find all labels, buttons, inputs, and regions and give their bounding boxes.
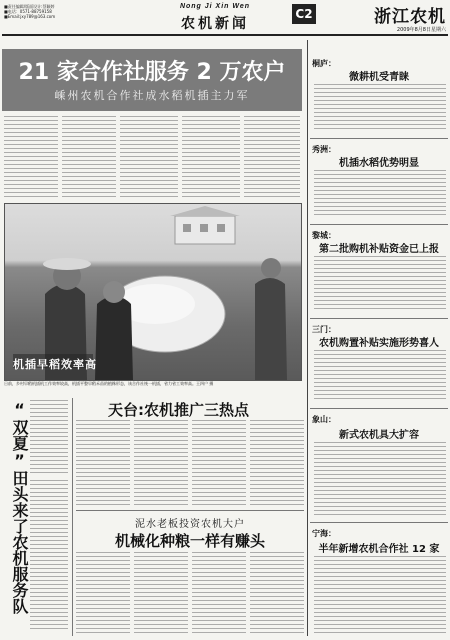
sidebar-brief-5 — [310, 414, 448, 518]
brief-6-place: 宁海： — [312, 529, 336, 538]
brief-1-divider — [310, 138, 448, 139]
main-story-headline: 天台:农机推广三热点 — [108, 401, 249, 419]
left-story-text-bottom — [30, 480, 68, 632]
brief-4-divider — [310, 408, 448, 409]
lead-headline: 21 家合作社服务 2 万农户 — [18, 60, 286, 85]
brief-5-divider — [310, 522, 448, 523]
main-story-2-text-col-2 — [134, 552, 188, 634]
brief-5-place: 象山： — [312, 415, 336, 424]
main-story-text-col-4 — [250, 420, 304, 506]
brief-3-title: 第二批购机补贴资金已上报 — [319, 244, 439, 255]
sidebar-brief-3 — [310, 230, 448, 314]
main-story-text-col-1 — [76, 420, 130, 506]
paper-name-logo: 浙江农机 — [374, 7, 446, 27]
masthead-column-title: 农机新闻 — [181, 16, 249, 32]
sidebar-brief-2 — [310, 144, 448, 220]
brief-4-text — [314, 350, 446, 402]
brief-5-title: 新式农机具大扩容 — [339, 430, 419, 441]
brief-1-place: 桐庐： — [312, 59, 336, 68]
brief-2-divider — [310, 224, 448, 225]
sidebar-divider — [307, 40, 308, 636]
page-code-badge: C2 — [292, 4, 316, 24]
left-story-headline: “双夏”田头来了农机服务队 — [10, 400, 29, 614]
lead-photo — [4, 203, 302, 381]
left-column-divider — [72, 398, 73, 636]
masthead-pinyin: Nong Ji Xin Wen — [179, 3, 251, 10]
main-story-divider — [76, 510, 304, 511]
sidebar-brief-1 — [310, 58, 448, 134]
lead-banner — [2, 49, 302, 111]
sidebar-brief-4 — [310, 324, 448, 404]
lead-photo-caption: 日前，乡村早稻机插机工作效率较高，机插平整早稻禾苗的植株形态，该合作社统一机插，省力省工效率高。王四户 摄 — [4, 381, 214, 386]
lead-photo-scene — [5, 204, 301, 380]
issue-date: 2009年8月8日星期六 — [396, 27, 446, 33]
sidebar-brief-6 — [310, 528, 448, 636]
brief-3-place: 黎城： — [312, 231, 336, 240]
lead-text-col-1 — [4, 116, 58, 198]
main-story-2-text-col-3 — [192, 552, 246, 634]
masthead — [0, 0, 450, 36]
brief-2-title: 机插水稻优势明显 — [339, 158, 419, 169]
lead-photo-caption-label: 机插早稻效率高 — [13, 358, 97, 371]
lead-subheadline: 嵊州农机合作社成水稻机插主力军 — [54, 89, 250, 102]
brief-2-place: 秀洲： — [312, 145, 336, 154]
lead-text-col-3 — [120, 116, 178, 198]
contact-editor: ■责任编辑/版面设计:蔡颖婷 — [4, 4, 55, 9]
main-story-text-col-2 — [134, 420, 188, 506]
lead-text-col-4 — [182, 116, 240, 198]
main-story-subhead: 泥水老板投资农机大户 — [135, 519, 245, 530]
brief-3-divider — [310, 318, 448, 319]
masthead-contact — [4, 4, 114, 19]
lead-text-col-2 — [62, 116, 116, 198]
lead-text-col-5 — [244, 116, 300, 198]
main-story-2-text-col-1 — [76, 552, 130, 634]
contact-email: ■Email:jxy789@163.com — [4, 14, 56, 19]
main-story-2-text-col-4 — [250, 552, 304, 634]
brief-4-place: 三门： — [312, 325, 336, 334]
masthead-rule — [2, 34, 448, 36]
brief-5-text — [314, 442, 446, 516]
brief-1-title: 微耕机受青睐 — [349, 72, 409, 83]
left-story-box — [2, 398, 70, 636]
brief-6-text — [314, 556, 446, 634]
main-story-headline-2: 机械化种粮一样有赚头 — [114, 532, 265, 550]
brief-6-title: 半年新增农机合作社 12 家 — [318, 544, 440, 555]
brief-3-text — [314, 256, 446, 312]
main-story-text-col-3 — [192, 420, 246, 506]
contact-phone: ■电话：0571-88759158 — [4, 9, 52, 14]
brief-4-title: 农机购置补贴实施形势喜人 — [319, 338, 439, 349]
brief-1-text — [314, 84, 446, 132]
left-story-text-top — [30, 400, 68, 476]
brief-2-text — [314, 170, 446, 218]
